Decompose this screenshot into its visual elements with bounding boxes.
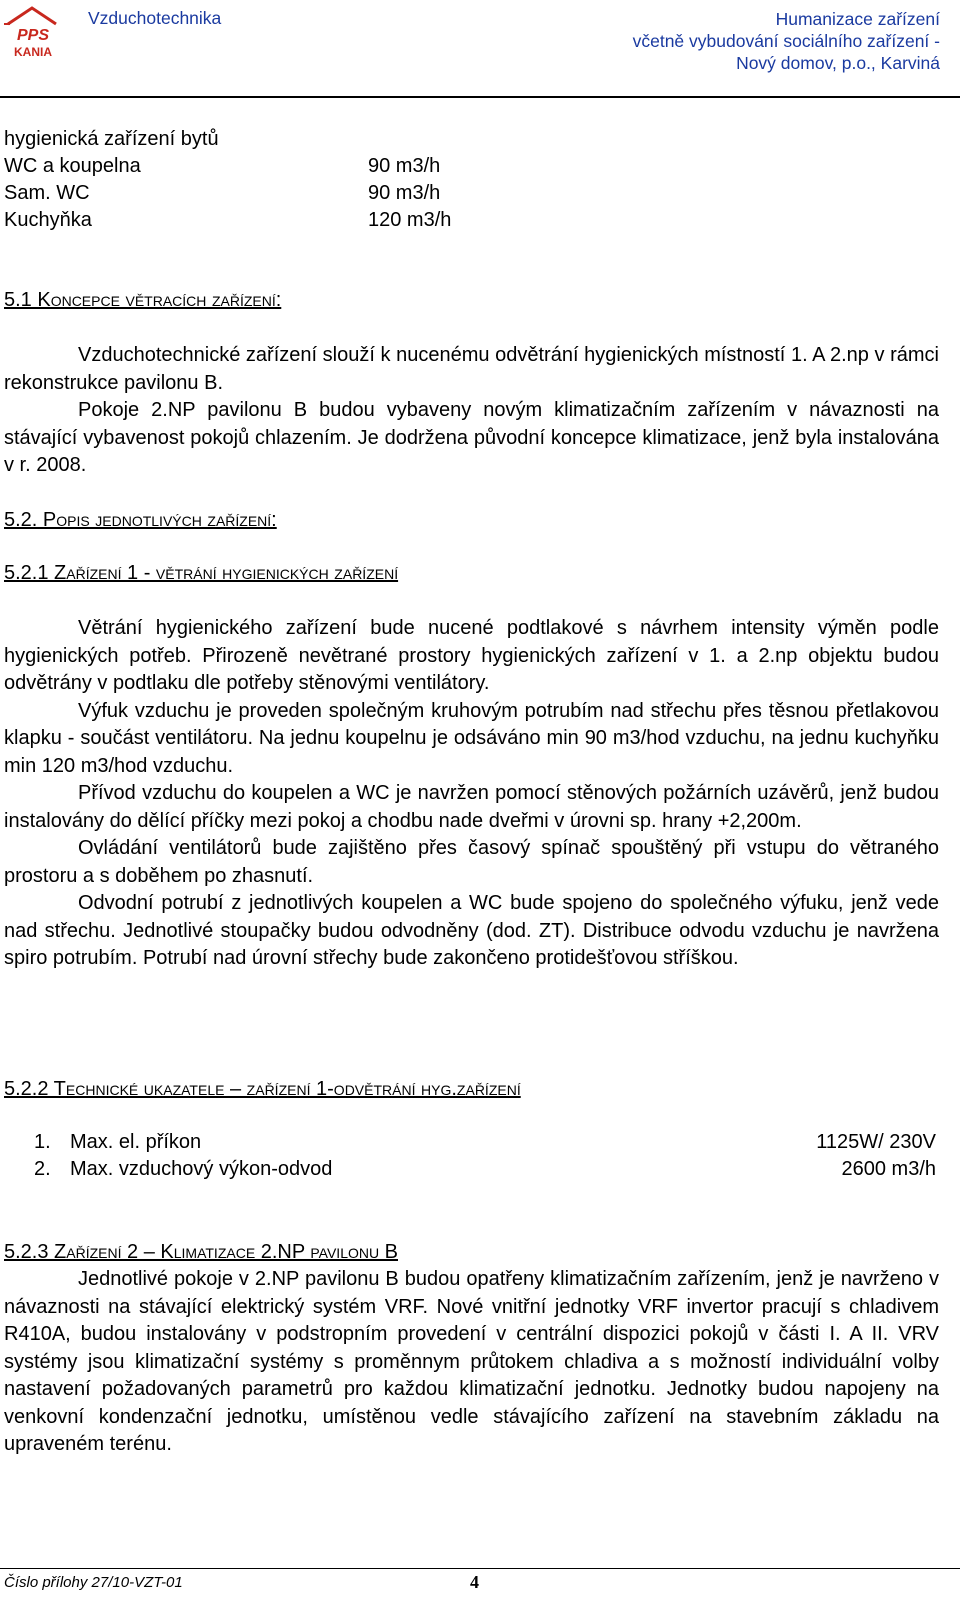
footer-document-number: Číslo přílohy 27/10-VZT-01 — [4, 1574, 183, 1591]
hygiene-row-label: Kuchyňka — [4, 209, 92, 231]
section-heading-5-2-1: 5.2.1 Zařízení 1 - větrání hygienických zařízení — [4, 562, 399, 584]
page-header — [0, 0, 960, 96]
section-5-1-paragraph: Vzduchotechnické zařízení slouží k nucenému odvětrání hygienických místností 1. A 2.np v rámci rekonstrukce pavilonu B. — [4, 344, 939, 394]
hygiene-row-label: Sam. WC — [4, 182, 90, 204]
section-5-1-body — [4, 342, 939, 480]
hygiene-row-value: 120 m3/h — [368, 209, 452, 231]
header-project-title — [633, 8, 940, 74]
header-project-line3: Nový domov, p.o., Karviná — [736, 53, 940, 73]
section-5-2-1-body — [4, 615, 939, 973]
section-heading-5-2: 5.2. Popis jednotlivých zařízení: — [4, 509, 277, 531]
body-paragraph: Ovládání ventilátorů bude zajištěno přes časový spínač spouštěný při vstupu do větraného prostoru a s doběhem po zhasnutí. — [4, 837, 939, 887]
body-paragraph: Odvodní potrubí z jednotlivých koupelen a WC bude spojeno do společného výfuku, jenž vede nad střechu. Jednotlivé stoupačky budou odvodněny (dod. ZT). Distribuce odvodu vzduchu je navržena spiro potrubím. Potrubí nad úrovní střechy bude zakončeno protidešťovou stříškou. — [4, 892, 939, 969]
section-heading-5-1: 5.1 Koncepce větracích zařízení: — [4, 289, 282, 311]
footer-page-number: 4 — [470, 1572, 479, 1592]
spec-row-label: Max. el. příkon — [70, 1131, 202, 1153]
header-divider — [0, 96, 960, 98]
hygiene-row-label: WC a koupelna — [4, 155, 141, 177]
body-paragraph: Přívod vzduchu do koupelen a WC je navržen pomocí stěnových požárních uzávěrů, jenž budou instalovány do dělící příčky mezi pokoj a chodbu nade dveřmi v úrovni sp. hrany +2,200m. — [4, 782, 939, 832]
section-5-1-paragraph-2: Pokoje 2.NP pavilonu B budou vybaveny novým klimatizačním zařízením v návaznosti na stávající vybavenost pokojů chlazením. Je dodržena původní koncepce klimatizace, jenž byla instalována v r. 2008. — [4, 399, 939, 476]
company-logo — [4, 4, 62, 60]
section-5-2-3-body — [4, 1266, 939, 1459]
hygiene-row-value: 90 m3/h — [368, 155, 441, 177]
body-paragraph: Výfuk vzduchu je proveden společným kruhovým potrubím nad střechu přes těsnou přetlakovou klapku - součást ventilátoru. Na jednu koupelnu je odsáváno min 90 m3/hod vzduchu, na jednu kuchyňku min 120 m3/hod vzduchu. — [4, 699, 939, 777]
header-project-line2: včetně vybudování sociálního zařízení - — [632, 31, 940, 51]
logo-text-bottom: KANIA — [14, 45, 52, 59]
section-heading-5-2-3: 5.2.3 Zařízení 2 – Klimatizace 2.NP pavilonu B — [4, 1241, 398, 1263]
hygiene-heading: hygienická zařízení bytů — [4, 128, 219, 150]
body-paragraph: Jednotlivé pokoje v 2.NP pavilonu B budou opatřeny klimatizačním zařízením, jenž je navrženo v návaznosti na stávající elektrický systém VRF. Nové vnitřní jednotky VRF invertor pracují s chladivem R410A, budou instalovány v podstropním provedení v centrální dispozici pokojů v části I. A II. VRV systémy jsou klimatizační systémy s proměnnym průtokem chladiva a s možností individuální volby nastavení požadovaných parametrů pro každou klimatizační jednotku. Jednotky budou napojeny na venkovní kondenzační jednotku, umístěnou vedle stávajícího zařízení na stavebním základu na upraveném terénu. — [4, 1268, 939, 1455]
hygiene-row-value: 90 m3/h — [368, 182, 441, 204]
footer-divider — [0, 1568, 960, 1569]
body-paragraph: Větrání hygienického zařízení bude nucené podtlakové s návrhem intensity výměn podle hygienických potřeb. Přirozeně nevětrané prostory hygienických zařízení v 1. a 2.np objektu budou odvětrány v podtlaku dle potřeby stěnovými ventilátory. — [4, 617, 939, 694]
section-heading-5-2-2: 5.2.2 Technické ukazatele – zařízení 1-odvětrání hyg.zařízení — [4, 1078, 521, 1100]
logo-text-top: PPS — [16, 27, 50, 44]
header-project-line1: Humanizace zařízení — [775, 9, 940, 29]
header-section-title: Vzduchotechnika — [88, 8, 222, 28]
spec-row-label: Max. vzduchový výkon-odvod — [70, 1158, 333, 1180]
spec-row-number: 2. — [34, 1158, 51, 1180]
spec-row-value: 1125W/ 230V — [816, 1131, 936, 1153]
spec-row-number: 1. — [34, 1131, 51, 1153]
spec-row-value: 2600 m3/h — [841, 1158, 936, 1180]
